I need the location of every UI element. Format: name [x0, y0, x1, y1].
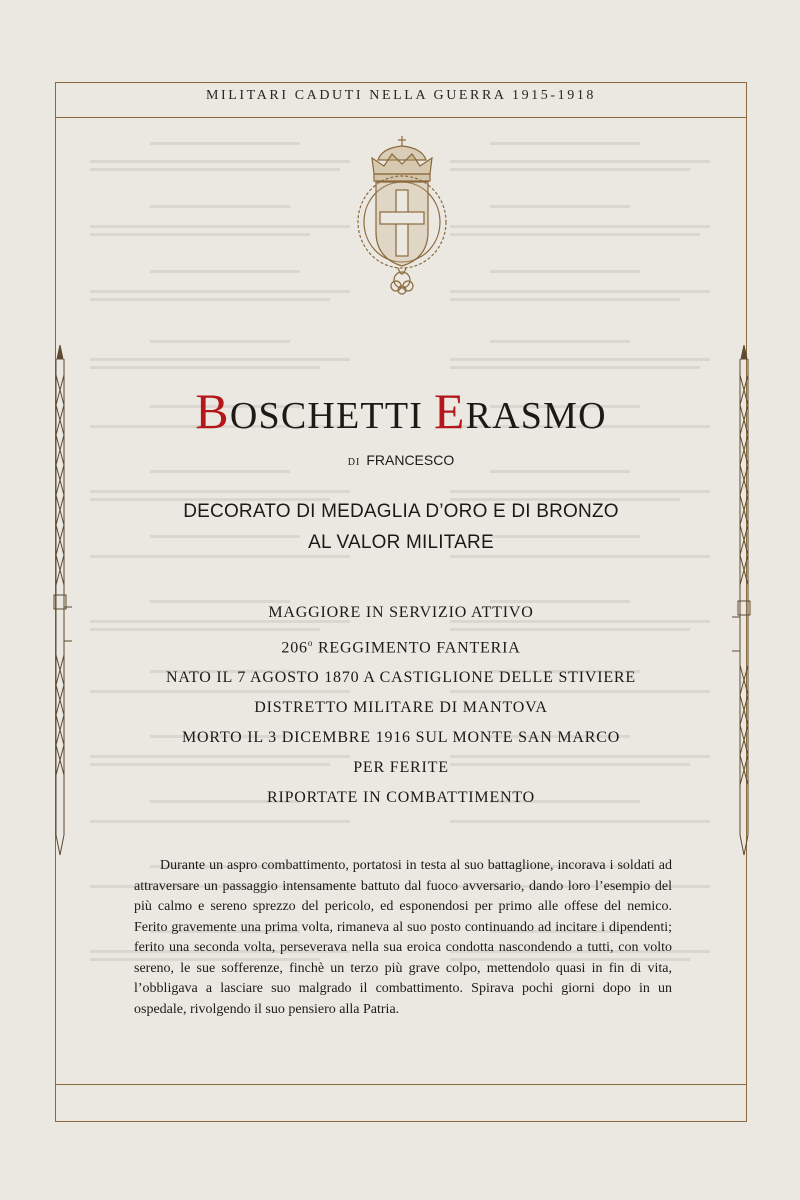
surname-rest: OSCHETTI — [229, 395, 424, 437]
father-name: FRANCESCO — [366, 452, 455, 468]
surname-initial: B — [195, 383, 230, 439]
decoration-line-2: AL VALOR MILITARE — [308, 532, 494, 553]
district: DISTRETTO MILITARE DI MANTOVA — [254, 699, 548, 717]
father-line — [55, 452, 747, 468]
regiment-ordinal: o — [307, 638, 314, 648]
header-rule — [55, 117, 747, 118]
decoration — [55, 496, 747, 558]
page-header: MILITARI CADUTI NELLA GUERRA 1915-1918 — [205, 88, 597, 103]
service-details — [55, 598, 747, 813]
regiment-name: REGGIMENTO FANTERIA — [317, 639, 521, 657]
given-rest: RASMO — [465, 395, 607, 437]
given-initial: E — [433, 383, 466, 439]
cause-line-2: RIPORTATE IN COMBATTIMENTO — [266, 789, 536, 807]
soldier-name — [55, 382, 747, 440]
father-prefix: DI — [347, 457, 361, 468]
savoy-crown-shield-icon — [352, 134, 452, 296]
birth: NATO IL 7 AGOSTO 1870 A CASTIGLIONE DELLE STIVIERE — [166, 669, 636, 687]
rank: MAGGIORE IN SERVIZIO ATTIVO — [268, 604, 534, 621]
death: MORTO IL 3 DICEMBRE 1916 SUL MONTE SAN MARCO — [181, 729, 621, 747]
decoration-line-1: DECORATO DI MEDAGLIA D’ORO E DI BRONZO — [183, 501, 619, 522]
citation-paragraph: Durante un aspro combattimento, portatosi in testa al suo battaglione, incorava i soldati ad attraversare un passaggio intensamente battuto dal fuoco avversario, dando loro l’esempio del più calmo e sereno sprezzo del pericolo, ed esponendosi per primo alle offese del nemico. Ferito gravemente una prima volta, rimaneva al suo posto continuando ad incitare i dipendenti; ferito una seconda volta, perseverava nella sua eroica condotta nascondendo a tutti, con volto sereno, le sue sofferenze, finchè un terzo più grave colpo, mettendolo quasi in fin di vita, l’obbligava a lasciare suo malgrado il combattimento. Spirava pochi giorni dopo in un ospedale, rivolgendo il suo pensiero alla Patria. — [134, 858, 672, 1017]
footer-rule — [55, 1084, 747, 1085]
regiment — [55, 628, 747, 663]
regiment-number: 206 — [281, 639, 308, 657]
cause-line-1: PER FERITE — [353, 759, 449, 777]
